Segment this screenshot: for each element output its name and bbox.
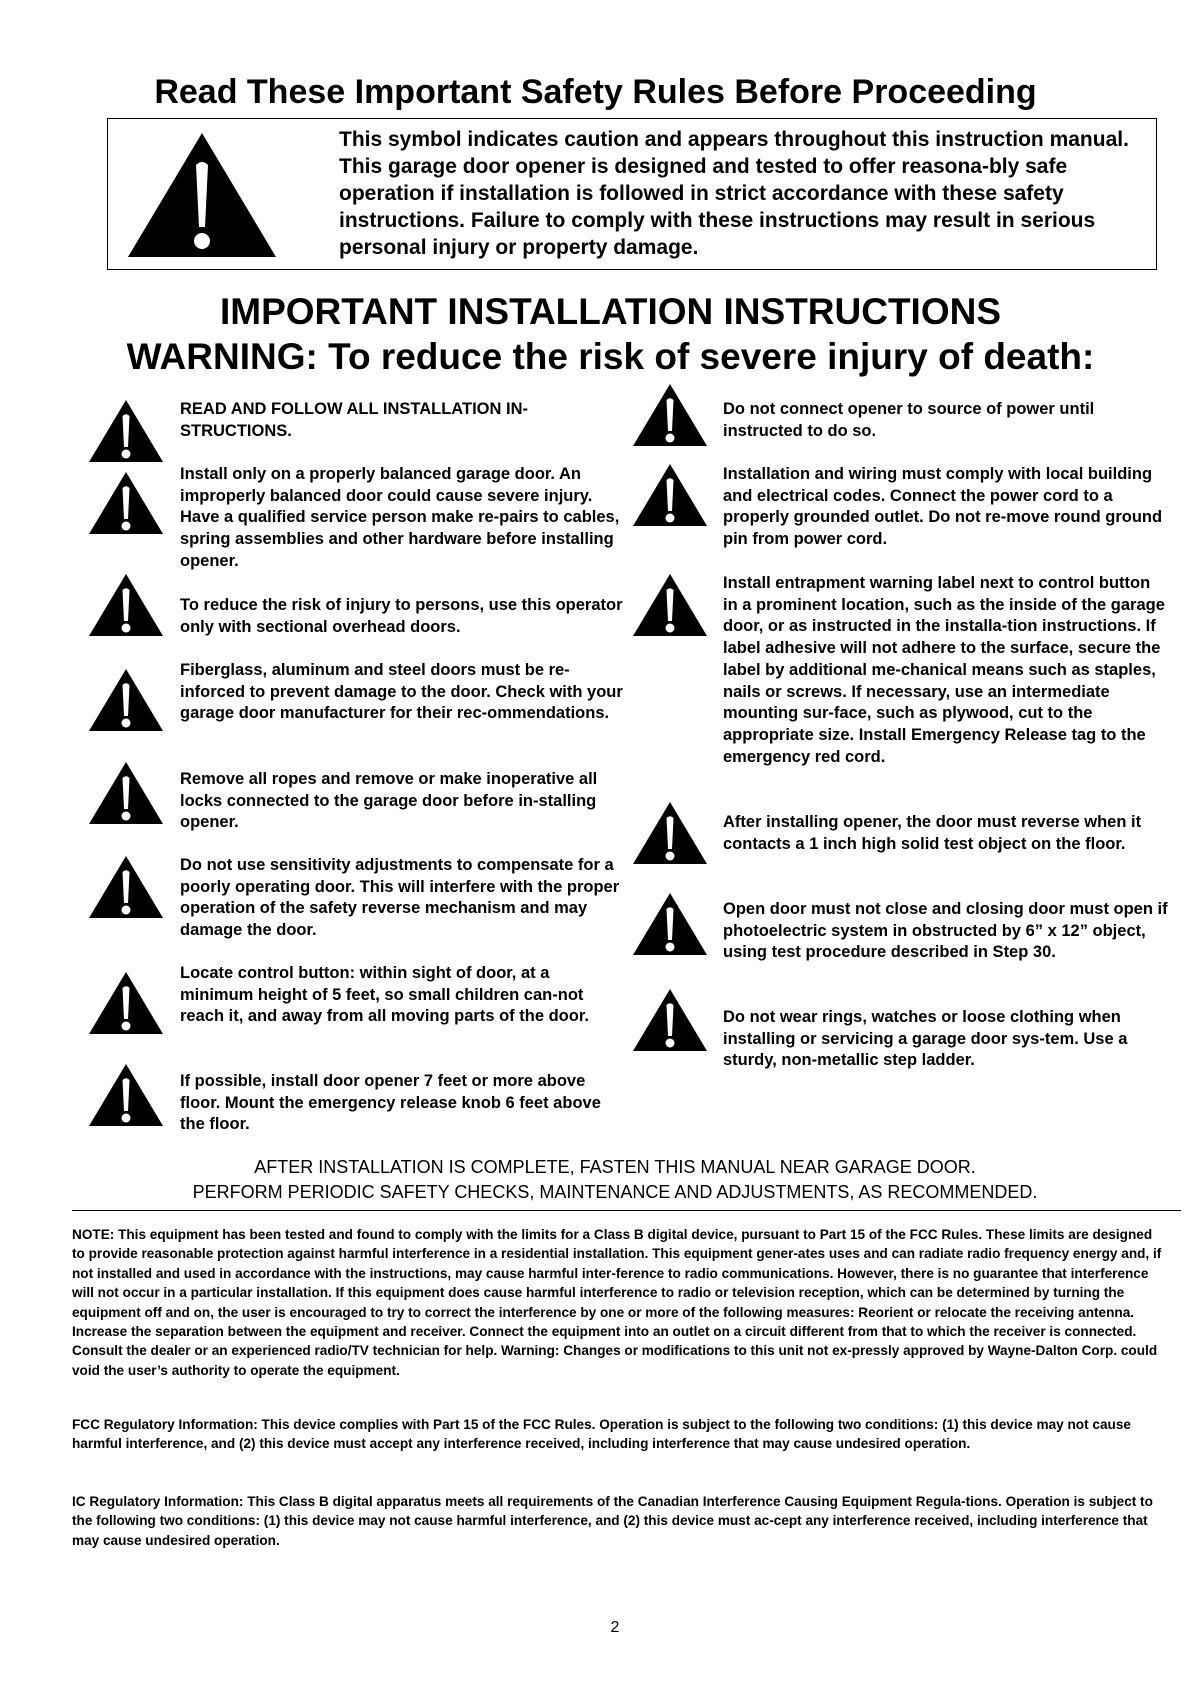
warning-triangle-icon (632, 800, 708, 866)
warning-item: Do not use sensitivity adjustments to compensate for a poorly operating door. This will interfere with the proper operation of the safety reverse mechanism and may damage the door. (180, 856, 620, 940)
warning-item: To reduce the risk of injury to persons, use this operator only with sectional overhead doors. (180, 596, 623, 636)
warning-triangle-icon (126, 131, 278, 259)
installation-heading: IMPORTANT INSTALLATION INSTRUCTIONS (219, 291, 1002, 332)
fcc-regulatory-info: FCC Regulatory Information: This device complies with Part 15 of the FCC Rules. Operation is subject to the following two conditions: (1) this device may not cause harmful interference, and (2) this device must accept any interference received, including interference that may cause undesired operation. (72, 1417, 1131, 1452)
warning-triangle-icon (632, 572, 708, 638)
warning-item: READ AND FOLLOW ALL INSTALLATION IN-STRUCTIONS. (180, 400, 528, 440)
warning-item: After installing opener, the door must reverse when it contacts a 1 inch high solid test object on the floor. (723, 813, 1142, 853)
ic-regulatory-info: IC Regulatory Information: This Class B digital apparatus meets all requirements of the Canadian Interference Causing Equipment Regula-tions. Operation is subject to the following two conditions: (1) this device may not cause harmful interference, and (2) this device must ac-cept any interference received, including interference that may cause undesired operation. (72, 1494, 1153, 1548)
warning-triangle-icon (88, 667, 164, 733)
warning-item: Open door must not close and closing door must open if photoelectric system in obstructed by 6” x 12” object, using test procedure described in Step 30. (723, 900, 1168, 962)
page-number: 2 (610, 1619, 620, 1636)
page-title: Read These Important Safety Rules Before Proceeding (154, 73, 1037, 111)
warning-triangle-icon (632, 382, 708, 448)
after-installation-note: AFTER INSTALLATION IS COMPLETE, FASTEN THIS MANUAL NEAR GARAGE DOOR. (254, 1157, 976, 1177)
warning-item: If possible, install door opener 7 feet or more above floor. Mount the emergency release knob 6 feet above the floor. (180, 1072, 601, 1134)
warning-triangle-icon (88, 398, 164, 464)
warning-triangle-icon (632, 891, 708, 957)
warning-item: Do not wear rings, watches or loose clothing when installing or servicing a garage door sys-tem. Use a sturdy, non-metallic step ladder. (723, 1008, 1128, 1070)
periodic-checks-note: PERFORM PERIODIC SAFETY CHECKS, MAINTENANCE AND ADJUSTMENTS, AS RECOMMENDED. (192, 1182, 1038, 1202)
warning-item: Install only on a properly balanced garage door. An improperly balanced door could cause severe injury. Have a qualified service person make re-pairs to cables, spring assemblies and other hardware before installing opener. (180, 465, 620, 570)
warning-triangle-icon (88, 854, 164, 920)
caution-text: This symbol indicates caution and appears throughout this instruction manual. This garage door opener is designed and tested to offer reasona-bly safe operation if installation is followed in strict accordance with these safety instructions. Failure to comply with these instructions may result in serious personal injury or property damage. (339, 128, 1129, 259)
warning-heading: WARNING: To reduce the risk of severe injury of death: (126, 336, 1095, 377)
warning-triangle-icon (88, 572, 164, 638)
warning-triangle-icon (632, 462, 708, 528)
warning-item: Install entrapment warning label next to control button in a prominent location, such as the inside of the garage door, or as instructed in the installa-tion instructions. If label adhesive will not adhere to the surface, secure the label by additional me-chanical means such as staples, nails or screws. If necessary, use an intermediate mounting sur-face, such as plywood, cut to the appropriate size. Install Emergency Release tag to the emergency red cord. (723, 574, 1165, 766)
warning-triangle-icon (88, 1062, 164, 1128)
divider (72, 1210, 1181, 1211)
warning-item: Installation and wiring must comply with local building and electrical codes. Connect the power cord to a properly grounded outlet. Do not re-move round ground pin from power cord. (723, 465, 1163, 549)
fcc-note: NOTE: This equipment has been tested and found to comply with the limits for a Class B digital device, pursuant to Part 15 of the FCC Rules. These limits are designed to provide reasonable protection against harmful interference in a residential installation. This equipment gener-ates uses and can radiate radio frequency energy and, if not installed and used in accordance with the instructions, may cause harmful inter-ference to radio communications. However, there is no guarantee that interference will not occur in a particular installation. If this equipment does cause harmful interference to radio or television reception, which can be determined by turning the equipment off and on, the user is encouraged to try to correct the interference by one or more of the following measures: Reorient or relocate the receiving antenna. Increase the separation between the equipment and receiver. Connect the equipment into an outlet on a circuit different from that to which the receiver is connected. Consult the dealer or an experienced radio/TV technician for help. Warning: Changes or modifications to this unit not ex-pressly approved by Wayne-Dalton Corp. could void the user’s authority to operate the equipment. (72, 1227, 1162, 1378)
warning-item: Locate control button: within sight of door, at a minimum height of 5 feet, so small children can-not reach it, and away from all moving parts of the door. (180, 964, 589, 1026)
warning-triangle-icon (632, 987, 708, 1053)
warning-triangle-icon (88, 760, 164, 826)
warning-item: Do not connect opener to source of power until instructed to do so. (723, 400, 1095, 440)
warning-item: Remove all ropes and remove or make inoperative all locks connected to the garage door before in-stalling opener. (180, 770, 598, 832)
warning-triangle-icon (88, 970, 164, 1036)
warning-triangle-icon (88, 470, 164, 536)
warning-item: Fiberglass, aluminum and steel doors must be re-inforced to prevent damage to the door. Check with your garage door manufacturer for their rec-ommendations. (180, 661, 623, 723)
